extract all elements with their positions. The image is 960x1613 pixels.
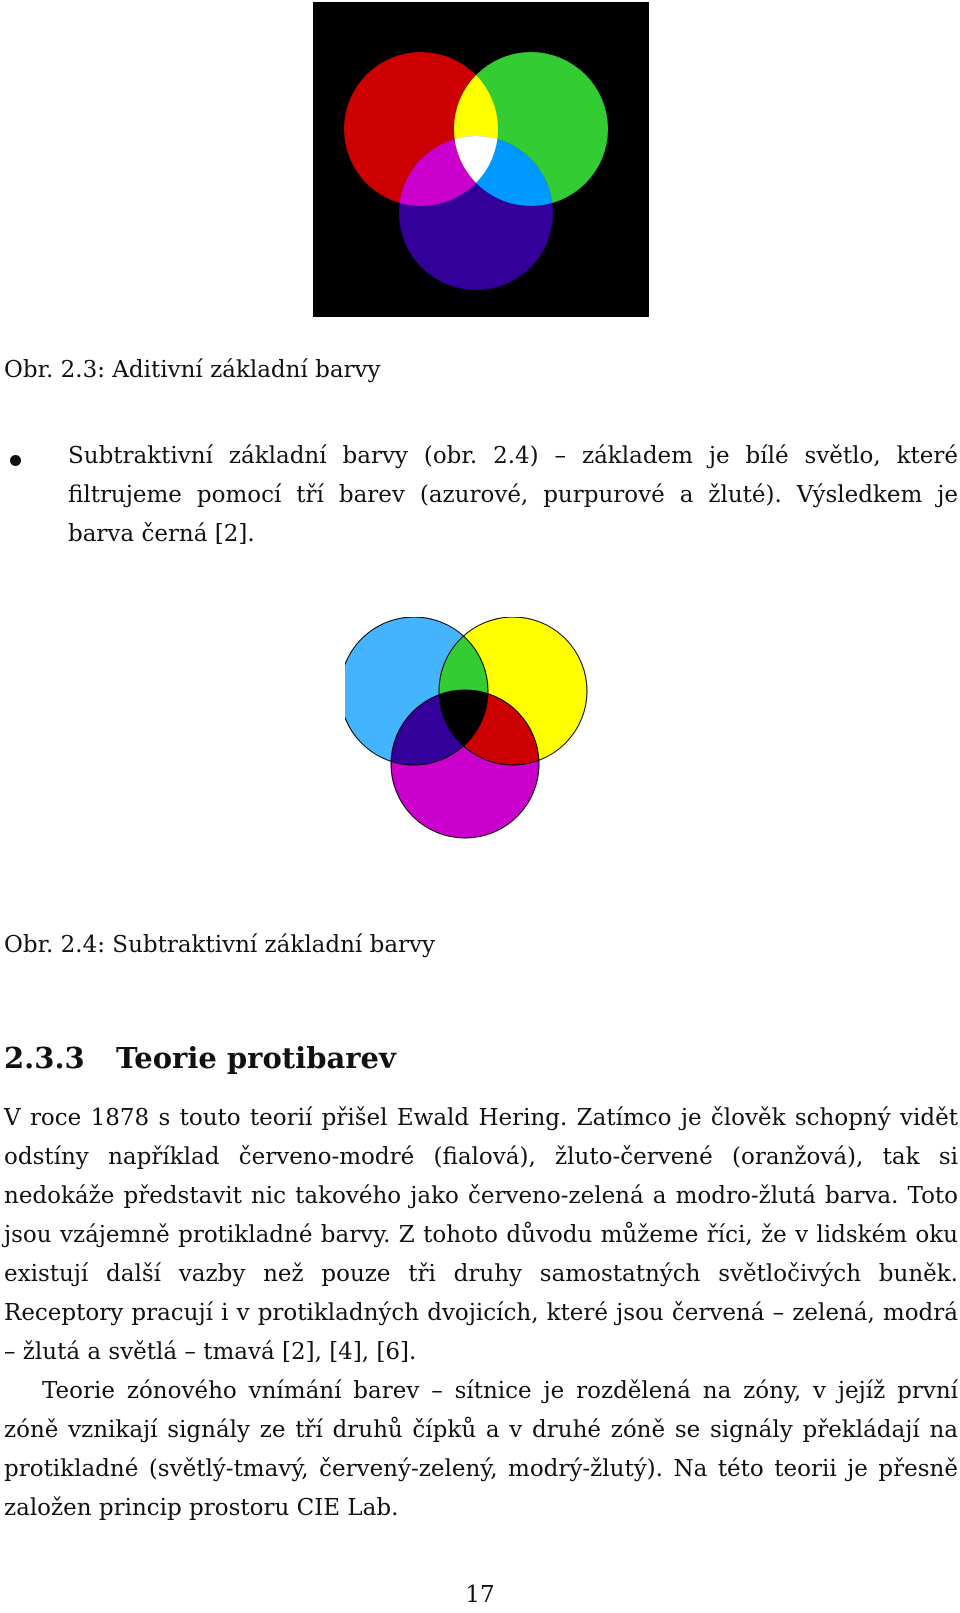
figure-caption-additive: Obr. 2.3: Aditivní základní barvy bbox=[4, 357, 381, 383]
section-body bbox=[4, 1099, 958, 1528]
page-number: 17 bbox=[465, 1582, 495, 1608]
paragraph-hering-theory: V roce 1878 s touto teorií přišel Ewald Hering. Zatímco je člověk schopný vidět odstíny například červeno-modré (fialová), žluto-červené (oranžová), tak si nedokáže představit nic takového jako červeno-zelená a modro-žlutá barva. Toto jsou vzájemně protikladné barvy. Z tohoto důvodu můžeme říci, že v lidském oku existují další vazby než pouze tři druhy samostatných světločivých buněk. Receptory pracují i v protikladných dvojicích, které jsou červená – zelená, modrá – žlutá a světlá – tmavá [2], [4], [6]. bbox=[4, 1105, 958, 1365]
additive-colors-figure bbox=[313, 2, 649, 317]
bullet-item-subtractive bbox=[4, 437, 960, 554]
bullet-text: Subtraktivní základní barvy (obr. 2.4) – základem je bílé světlo, které filtrujeme pomocí tří barev (azurové, purpurové a žluté). Výsledkem je barva černá [2]. bbox=[68, 443, 958, 547]
section-number: 2.3.3 bbox=[4, 1041, 85, 1075]
figure-caption-subtractive: Obr. 2.4: Subtraktivní základní barvy bbox=[4, 932, 436, 958]
section-heading bbox=[4, 1038, 396, 1078]
paragraph-zone-theory: Teorie zónového vnímání barev – sítnice je rozdělená na zóny, v jejíž první zóně vznikají signály ze tří druhů čípků a v druhé zóně se signály překládají na protikladné (světlý-tmavý, červený-zelený, modrý-žlutý). Na této teorii je přesně založen princip prostoru CIE Lab. bbox=[4, 1378, 958, 1521]
bullet-dot-icon bbox=[10, 455, 21, 466]
section-title: Teorie protibarev bbox=[116, 1041, 396, 1075]
subtractive-colors-figure bbox=[345, 617, 605, 857]
